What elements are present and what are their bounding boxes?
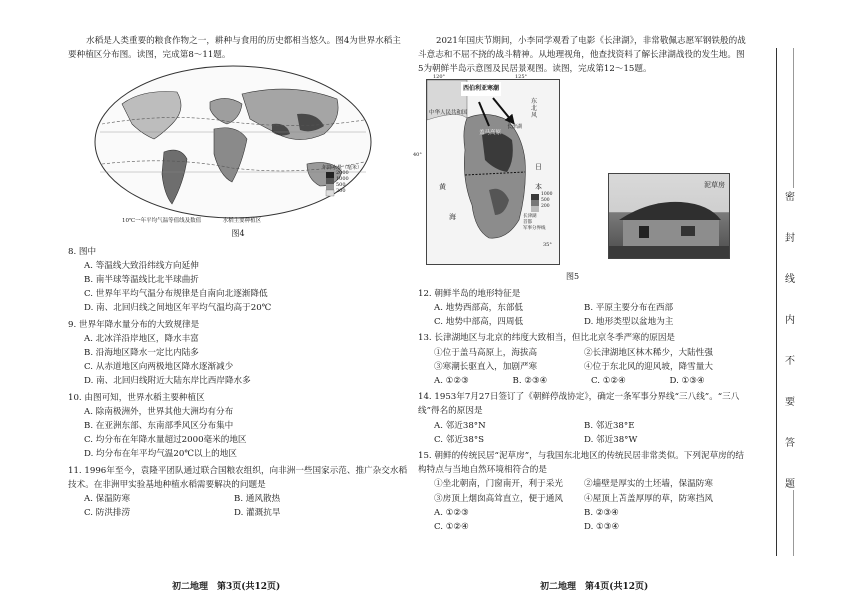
q15-option-b[interactable]: B. ②③④ <box>584 507 619 518</box>
q14-stem: 14. 1953年7月27日签订了《朝鲜停战协定》，确定一条军事分界线“三八线”。“三八线”得名的原因是 <box>418 392 740 417</box>
q8-option-b[interactable]: B. 南半球等温线比北半球曲折 <box>84 275 199 286</box>
label-plateau: 盖马高原 <box>479 129 502 136</box>
left-column <box>68 34 408 520</box>
seal-char-8: 题 <box>785 479 795 490</box>
q13-item-1: ①位于盖马高原上，海拔高 <box>434 347 538 358</box>
q15-option-c[interactable]: C. ①②④ <box>434 522 469 533</box>
seal-char-3: 线 <box>785 274 795 285</box>
q14-option-c[interactable]: C. 邻近38°S <box>434 434 485 445</box>
photo-label: 泥草房 <box>704 180 725 189</box>
label-ri: 日 <box>535 162 542 171</box>
q9-option-a[interactable]: A. 北冰洋沿岸地区，降水丰富 <box>84 333 199 344</box>
q13-item-4: ④位于东北风的迎风坡，降雪量大 <box>584 361 713 372</box>
legend-1000: 1000 <box>336 176 349 183</box>
q10-option-a[interactable]: A. 除南极洲外，世界其他大洲均有分布 <box>84 406 234 417</box>
q10-option-c[interactable]: C. 均分布在年降水量超过2000毫米的地区 <box>84 435 247 446</box>
seal-char-6: 要 <box>785 397 795 408</box>
question-11 <box>68 464 408 521</box>
q12-option-a[interactable]: A. 地势西部高，东部低 <box>434 303 524 314</box>
q13-item-2: ②长津湖地区林木稀少，大陆性强 <box>584 347 713 358</box>
korea-legend-extra <box>523 214 546 232</box>
korea-map <box>413 73 560 265</box>
q14-option-d[interactable]: D. 邻近38°W <box>584 434 638 445</box>
label-ben: 本 <box>535 182 542 191</box>
q8-option-a[interactable]: A. 等温线大致沿纬线方向延伸 <box>84 260 199 271</box>
q15-item-2: ②墙壁是厚实的土坯墙，保温防寒 <box>584 479 713 490</box>
q9-option-b[interactable]: B. 沿海地区降水一定比内陆多 <box>84 348 199 359</box>
question-10 <box>68 391 408 462</box>
q13-item-3: ③寒潮长驱直入，加剧严寒 <box>434 361 538 372</box>
legend-200: 200 <box>336 188 346 195</box>
question-13 <box>418 331 748 388</box>
legend-capital: 首都 <box>523 219 532 225</box>
world-rice-map <box>92 64 374 226</box>
q8-option-c[interactable]: C. 世界年平均气温分布规律是自南向北逐渐降低 <box>84 289 268 300</box>
q15-option-d[interactable]: D. ①③④ <box>584 522 620 533</box>
korea-legend-500: 500 <box>541 197 550 203</box>
lon-120: 120° <box>433 73 446 80</box>
q9-option-d[interactable]: D. 南、北回归线附近大陆东岸比西岸降水多 <box>84 376 251 387</box>
label-hai: 海 <box>449 212 456 221</box>
label-huang: 黄 <box>439 182 446 191</box>
left-intro: 水稻是人类重要的粮食作物之一，耕种与食用的历史都相当悠久。图4为世界水稻主要种植区分布图。读图，完成第8～11题。 <box>68 36 401 61</box>
q10-option-b[interactable]: B. 在亚洲东部、东南部季风区分布集中 <box>84 421 234 432</box>
q10-stem: 10. 由图可知，世界水稻主要种植区 <box>68 392 205 403</box>
q13-option-b[interactable]: B. ②③④ <box>512 376 548 387</box>
q15-item-3: ③房顶上烟囱高耸直立，便于通风 <box>434 493 563 504</box>
q13-option-c[interactable]: C. ①②④ <box>591 376 626 387</box>
map-legend-values <box>336 170 349 194</box>
lat-35: 35° <box>543 241 552 248</box>
q12-option-d[interactable]: D. 地形类型以盆地为主 <box>584 317 674 328</box>
seal-char-2: 封 <box>785 233 795 244</box>
q15-item-4: ④屋顶上苫盖厚厚的草，防寒挡风 <box>584 493 713 504</box>
q13-option-d[interactable]: D. ①③④ <box>669 376 705 387</box>
isotherm-legend: 10℃一年平均气温等值线及数值 <box>122 218 202 225</box>
question-14 <box>418 390 748 447</box>
seal-char-7: 答 <box>785 438 795 449</box>
mud-grass-house-photo <box>608 173 730 259</box>
right-intro: 2021年国庆节期间，小李同学观看了电影《长津湖》，非常敬佩志愿军钢铁般的战斗意志和不屈不挠的战斗精神。从地理视角，他查找资料了解长津湖战役的发生地。图5为朝鲜半岛示意图及民居景观图。读图，完成第12～15题。 <box>418 36 746 75</box>
q11-option-d[interactable]: D. 灌溉抗旱 <box>234 508 281 519</box>
q12-stem: 12. 朝鲜半岛的地形特征是 <box>418 288 521 299</box>
legend-dmz: 军事分界线 <box>523 225 546 231</box>
lon-125: 125° <box>515 73 528 80</box>
figure-5-row <box>413 73 748 269</box>
q11-option-b[interactable]: B. 通风散热 <box>234 494 281 505</box>
figure-5-caption: 图5 <box>566 271 580 281</box>
q15-item-1: ①坐北朝南，门窗南开，利于采光 <box>434 479 563 490</box>
seal-line-margin <box>760 48 800 556</box>
q14-option-a[interactable]: A. 邻近38°N <box>434 420 486 431</box>
q8-stem: 8. 图中 <box>68 246 97 257</box>
q12-option-c[interactable]: C. 地势中部高，四周低 <box>434 317 524 328</box>
korea-legend <box>541 192 552 210</box>
seal-line <box>776 48 777 556</box>
q12-option-b[interactable]: B. 平原主要分布在西部 <box>584 303 674 314</box>
q9-stem: 9. 世界年降水量分布的大致规律是 <box>68 319 200 330</box>
q9-option-c[interactable]: C. 从赤道地区向两极地区降水逐渐减少 <box>84 362 234 373</box>
left-page-footer: 初二地理 第3页(共12页) <box>172 582 281 592</box>
q13-option-a[interactable]: A. ①②③ <box>434 376 469 387</box>
map-bottom-legend <box>122 214 261 228</box>
seal-char-4: 内 <box>785 315 795 326</box>
q14-option-b[interactable]: B. 邻近38°E <box>584 420 635 431</box>
label-wind: 东北风 <box>531 97 538 119</box>
map-legend-title: 年降水量（毫米） <box>322 165 363 172</box>
lat-40: 40° <box>413 151 422 158</box>
seal-char-1: 密 <box>785 192 795 203</box>
q13-stem: 13. 长津湖地区与北京的纬度大致相当，但比北京冬季严寒的原因是 <box>418 333 676 344</box>
q15-stem: 15. 朝鲜的传统民居“泥草房”，与我国东北地区的传统民居非常类似。下列泥草房的结构特点与当地自然环境相符合的是 <box>418 451 744 476</box>
q15-option-a[interactable]: A. ①②③ <box>434 507 469 518</box>
question-15 <box>418 449 748 534</box>
korea-legend-1000: 1000 <box>541 191 553 197</box>
korea-legend-200: 200 <box>541 203 550 209</box>
right-column <box>413 34 748 534</box>
legend-500: 500 <box>336 182 346 189</box>
q10-option-d[interactable]: D. 均分布在年平均气温20℃以上的地区 <box>84 449 237 460</box>
label-prc: 中华人民共和国 <box>429 109 468 116</box>
q11-stem: 11. 1996年至今，袁隆平团队通过联合国粮农组织，向非洲一些国家示范、推广杂交水稻技术。在非洲甲实验基地种植水稻需要解决的问题是 <box>68 465 408 490</box>
question-12 <box>418 287 748 330</box>
legend-2000: 2000 <box>336 170 349 177</box>
legend-lake: 长津湖 <box>523 213 537 219</box>
figure-4-caption: 图4 <box>231 229 245 239</box>
seal-line-text <box>783 188 797 490</box>
right-page-footer: 初二地理 第4页(共12页) <box>540 582 649 592</box>
question-9 <box>68 318 408 389</box>
q8-option-d[interactable]: D. 南、北回归线之间地区年平均气温均高于20℃ <box>84 303 272 314</box>
rice-legend: 水稻主要种植区 <box>222 218 262 225</box>
seal-char-5: 不 <box>785 356 795 367</box>
q11-option-c[interactable]: C. 防洪排涝 <box>84 508 131 519</box>
label-lake: 长津湖 <box>507 123 523 130</box>
question-8 <box>68 245 408 316</box>
map-title: 西伯利亚寒潮 <box>461 82 501 96</box>
world-map-image <box>92 64 374 226</box>
q11-option-a[interactable]: A. 保温防寒 <box>84 494 131 505</box>
